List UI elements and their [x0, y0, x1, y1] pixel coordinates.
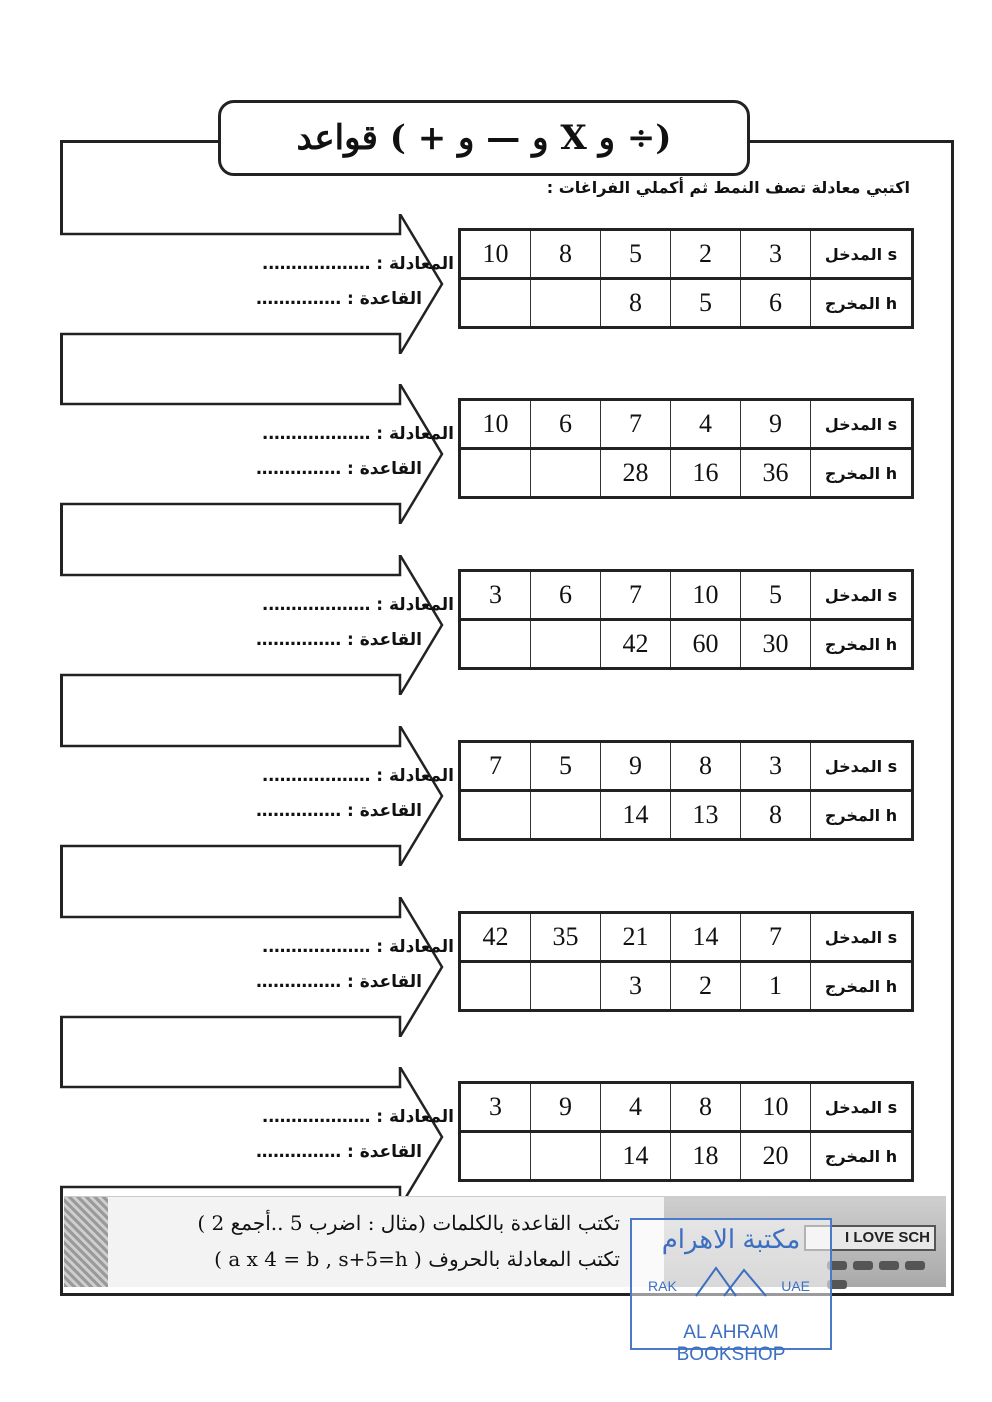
output-row — [460, 962, 913, 1011]
pattern-block — [60, 384, 930, 524]
output-header: المخرج h — [811, 1132, 913, 1181]
input-output-table — [458, 740, 914, 841]
input-row — [460, 742, 913, 791]
input-output-table — [458, 911, 914, 1012]
output-blank-cell[interactable] — [531, 791, 601, 840]
arrow-shape — [60, 555, 450, 695]
output-blank-cell[interactable] — [531, 620, 601, 669]
input-cell: 3 — [460, 571, 531, 620]
output-header: المخرج h — [811, 620, 913, 669]
pencil-image — [64, 1197, 108, 1287]
input-output-table — [458, 228, 914, 329]
output-blank-cell[interactable] — [460, 449, 531, 498]
input-row — [460, 400, 913, 449]
input-row — [460, 913, 913, 962]
calculator-display: I LOVE SCH — [804, 1225, 936, 1251]
equation-label: المعادلة : — [376, 937, 454, 957]
output-header: المخرج h — [811, 962, 913, 1011]
bookshop-stamp — [630, 1218, 832, 1365]
output-row — [460, 620, 913, 669]
pattern-block — [60, 214, 930, 354]
rule-label: القاعدة : — [346, 630, 422, 650]
output-blank-cell[interactable] — [531, 962, 601, 1011]
output-cell: 30 — [741, 620, 811, 669]
stamp-english-name: AL AHRAM BOOKSHOP — [676, 1322, 786, 1365]
stamp-rak: RAK — [648, 1278, 677, 1294]
rule-line — [256, 1142, 422, 1162]
output-cell: 14 — [601, 1132, 671, 1181]
output-blank-cell[interactable] — [460, 791, 531, 840]
input-cell: 7 — [601, 571, 671, 620]
equation-blank[interactable]: ………………. — [261, 766, 371, 786]
output-cell: 42 — [601, 620, 671, 669]
input-cell: 6 — [531, 571, 601, 620]
input-cell: 5 — [531, 742, 601, 791]
pyramids-icon — [694, 1262, 768, 1298]
stamp-uae: UAE — [781, 1278, 810, 1294]
input-output-table — [458, 569, 914, 670]
title-text: قواعد ( + و — و X و ÷) — [296, 118, 672, 158]
input-cell: 6 — [531, 400, 601, 449]
output-cell: 28 — [601, 449, 671, 498]
rule-label: القاعدة : — [346, 289, 422, 309]
input-cell: 4 — [601, 1083, 671, 1132]
input-cell: 21 — [601, 913, 671, 962]
output-cell: 18 — [671, 1132, 741, 1181]
pattern-block — [60, 555, 930, 695]
rule-line — [256, 459, 422, 479]
equation-line — [262, 766, 454, 786]
output-row — [460, 791, 913, 840]
output-row — [460, 279, 913, 328]
arrow-shape — [60, 726, 450, 866]
equation-blank[interactable]: ………………. — [261, 1107, 371, 1127]
output-cell: 1 — [741, 962, 811, 1011]
equation-line — [262, 424, 454, 444]
input-cell: 9 — [741, 400, 811, 449]
input-cell: 4 — [671, 400, 741, 449]
rule-blank[interactable]: …………… — [256, 459, 342, 479]
rule-blank[interactable]: …………… — [256, 289, 342, 309]
calculator-keys — [824, 1257, 946, 1295]
input-header: المدخل s — [811, 400, 913, 449]
arrow-shape — [60, 1067, 450, 1207]
rule-note: تكتب القاعدة بالكلمات (مثال : اضرب 5 ..أجمع 2 ) — [197, 1211, 620, 1235]
equation-label: المعادلة : — [376, 254, 454, 274]
output-cell: 16 — [671, 449, 741, 498]
output-cell: 36 — [741, 449, 811, 498]
equation-blank[interactable]: ………………. — [261, 424, 371, 444]
input-cell: 9 — [531, 1083, 601, 1132]
output-cell: 60 — [671, 620, 741, 669]
input-cell: 9 — [601, 742, 671, 791]
output-header: المخرج h — [811, 279, 913, 328]
output-cell: 14 — [601, 791, 671, 840]
output-cell: 6 — [741, 279, 811, 328]
input-output-table — [458, 398, 914, 499]
rule-blank[interactable]: …………… — [256, 801, 342, 821]
rule-blank[interactable]: …………… — [256, 972, 342, 992]
input-cell: 10 — [671, 571, 741, 620]
output-row — [460, 1132, 913, 1181]
output-cell: 2 — [671, 962, 741, 1011]
output-blank-cell[interactable] — [531, 1132, 601, 1181]
rule-line — [256, 972, 422, 992]
input-cell: 10 — [460, 230, 531, 279]
pattern-block — [60, 897, 930, 1037]
equation-line — [262, 254, 454, 274]
input-cell: 5 — [601, 230, 671, 279]
rule-label: القاعدة : — [346, 801, 422, 821]
equation-label: المعادلة : — [376, 766, 454, 786]
pattern-block — [60, 726, 930, 866]
input-cell: 35 — [531, 913, 601, 962]
input-cell: 42 — [460, 913, 531, 962]
rule-blank[interactable]: …………… — [256, 1142, 342, 1162]
output-header: المخرج h — [811, 449, 913, 498]
input-output-table — [458, 1081, 914, 1182]
pattern-block — [60, 1067, 930, 1207]
equation-blank[interactable]: ………………. — [261, 937, 371, 957]
output-cell: 20 — [741, 1132, 811, 1181]
output-blank-cell[interactable] — [460, 279, 531, 328]
rule-blank[interactable]: …………… — [256, 630, 342, 650]
rule-line — [256, 630, 422, 650]
input-cell: 2 — [671, 230, 741, 279]
instruction-text: اكتبي معادلة تصف النمط ثم أكملي الفراغات : — [546, 178, 910, 197]
stamp-arabic-name: مكتبة الاهرام — [661, 1224, 801, 1254]
output-cell: 8 — [741, 791, 811, 840]
input-cell: 8 — [671, 1083, 741, 1132]
input-header: المدخل s — [811, 1083, 913, 1132]
equation-note: تكتب المعادلة بالحروف ( a x 4 = b , s+5=h ) — [214, 1247, 620, 1271]
rule-label: القاعدة : — [346, 1142, 422, 1162]
input-cell: 8 — [671, 742, 741, 791]
input-cell: 5 — [741, 571, 811, 620]
input-cell: 10 — [741, 1083, 811, 1132]
worksheet-title — [218, 100, 750, 176]
equation-label: المعادلة : — [376, 424, 454, 444]
input-header: المدخل s — [811, 742, 913, 791]
output-cell: 8 — [601, 279, 671, 328]
input-header: المدخل s — [811, 571, 913, 620]
input-header: المدخل s — [811, 913, 913, 962]
arrow-shape — [60, 897, 450, 1037]
input-header: المدخل s — [811, 230, 913, 279]
rule-line — [256, 801, 422, 821]
input-cell: 3 — [741, 742, 811, 791]
input-cell: 3 — [460, 1083, 531, 1132]
equation-label: المعادلة : — [376, 595, 454, 615]
equation-blank[interactable]: ………………. — [261, 595, 371, 615]
output-blank-cell[interactable] — [531, 449, 601, 498]
rule-label: القاعدة : — [346, 459, 422, 479]
output-blank-cell[interactable] — [531, 279, 601, 328]
input-cell: 7 — [741, 913, 811, 962]
output-blank-cell[interactable] — [460, 1132, 531, 1181]
arrow-shape — [60, 384, 450, 524]
output-cell: 13 — [671, 791, 741, 840]
input-row — [460, 230, 913, 279]
input-row — [460, 1083, 913, 1132]
equation-label: المعادلة : — [376, 1107, 454, 1127]
input-cell: 7 — [460, 742, 531, 791]
output-header: المخرج h — [811, 791, 913, 840]
input-cell: 3 — [741, 230, 811, 279]
rule-line — [256, 289, 422, 309]
input-cell: 8 — [531, 230, 601, 279]
input-row — [460, 571, 913, 620]
output-cell: 3 — [601, 962, 671, 1011]
input-cell: 10 — [460, 400, 531, 449]
output-blank-cell[interactable] — [460, 620, 531, 669]
input-cell: 14 — [671, 913, 741, 962]
input-cell: 7 — [601, 400, 671, 449]
output-cell: 5 — [671, 279, 741, 328]
output-blank-cell[interactable] — [460, 962, 531, 1011]
output-row — [460, 449, 913, 498]
equation-line — [262, 1107, 454, 1127]
equation-line — [262, 937, 454, 957]
rule-label: القاعدة : — [346, 972, 422, 992]
equation-line — [262, 595, 454, 615]
arrow-shape — [60, 214, 450, 354]
equation-blank[interactable]: ………………. — [261, 254, 371, 274]
